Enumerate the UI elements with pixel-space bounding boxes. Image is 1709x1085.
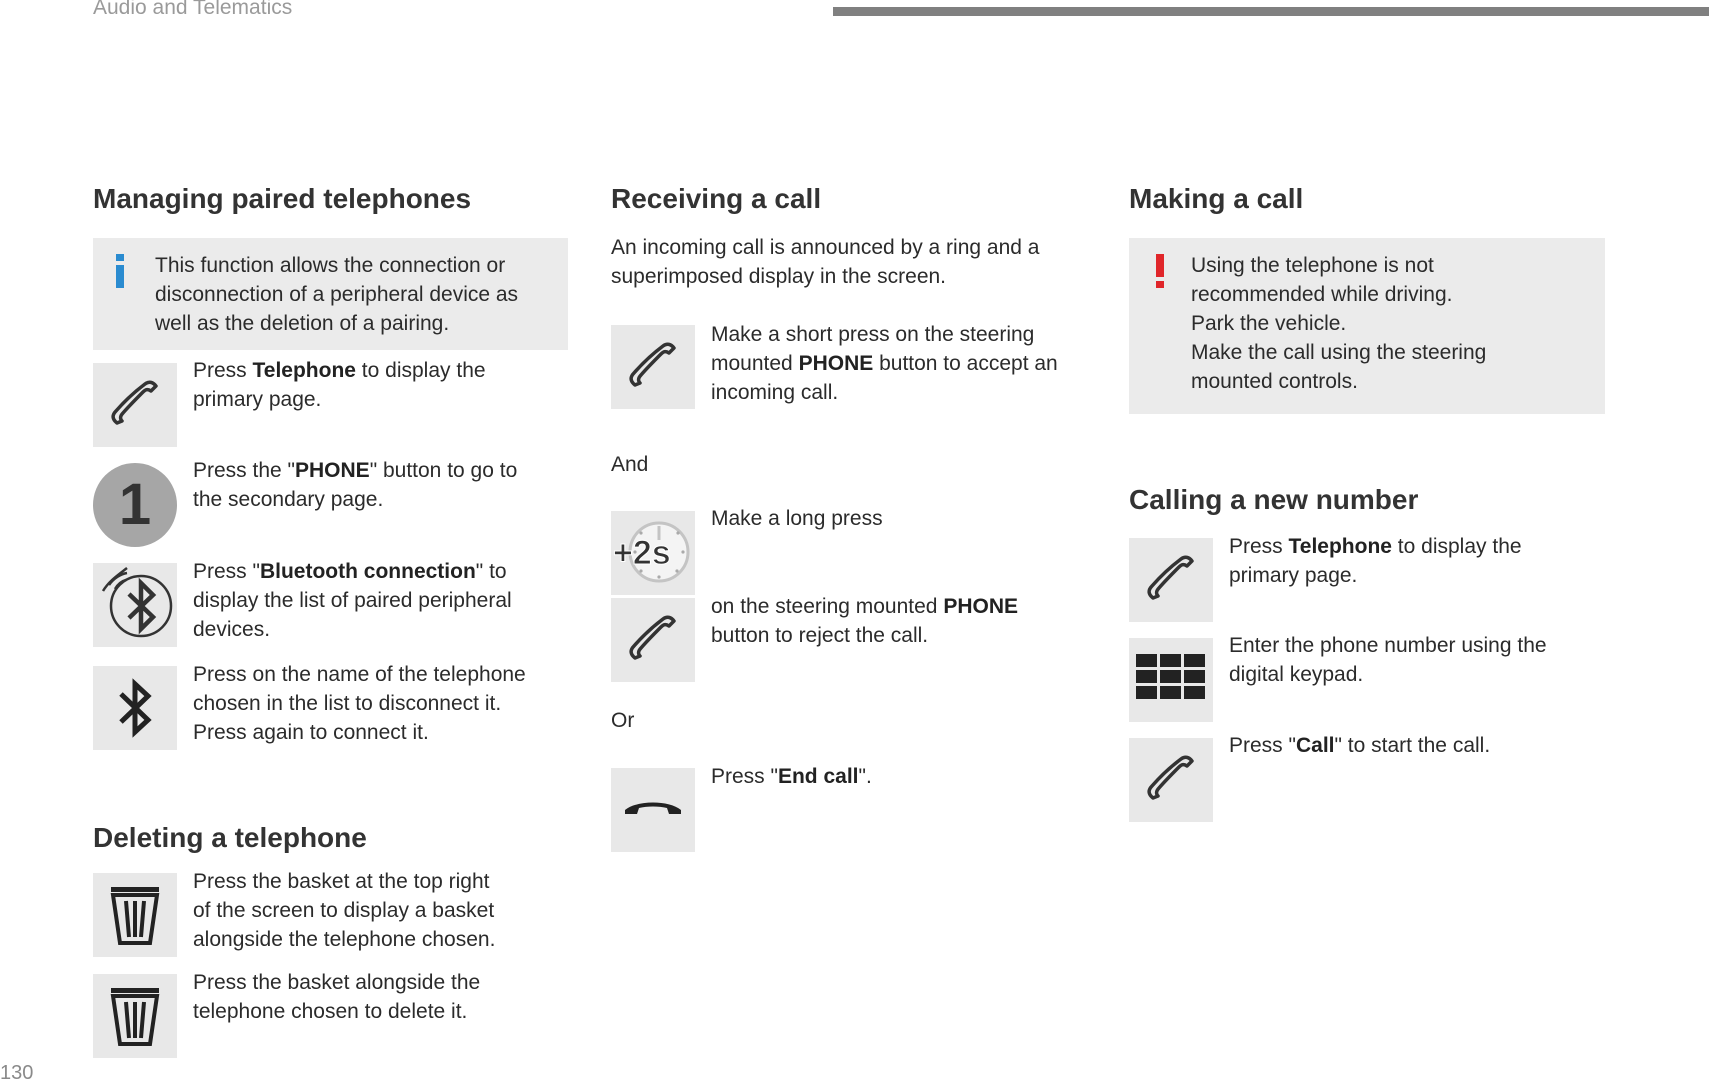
warning-note	[1129, 238, 1605, 414]
managing-step-phone: Press the "PHONE" button to go to the secondary page.	[193, 459, 518, 511]
managing-step-telephone: Press Telephone to display the primary page.	[193, 359, 486, 411]
telephone-handset-icon	[1129, 538, 1213, 622]
calling-step-call: Press "Call" to start the call.	[1229, 734, 1491, 757]
phone-button-icon	[611, 598, 695, 682]
telephone-handset-icon	[93, 363, 177, 447]
receiving-title: Receiving a call	[611, 183, 822, 214]
warning-icon	[1153, 252, 1167, 298]
long-press-2s-icon	[611, 511, 695, 595]
phone-button-icon	[611, 325, 695, 409]
or-label: Or	[611, 709, 635, 732]
telephone-button-icon	[1129, 538, 1213, 622]
bluetooth-connection-icon	[93, 563, 177, 647]
end-call-button-icon	[611, 768, 695, 852]
receiving-intro: An incoming call is announced by a ring and a superimposed display in the screen.	[611, 236, 1040, 288]
info-note-text: This function allows the connection or disconnection of a peripheral device as well as the deletion of a pairing.	[155, 254, 519, 335]
section-title: Audio and Telematics	[93, 0, 293, 19]
and-label: And	[611, 453, 649, 476]
call-button-icon	[1129, 738, 1213, 822]
telephone-handset-icon	[611, 598, 695, 682]
receiving-step-long-press: Make a long press	[711, 507, 883, 530]
trash-button-icon	[93, 873, 177, 957]
bluetooth-connection-button-icon	[93, 563, 177, 647]
info-icon	[113, 252, 127, 298]
long-press-button-icon	[611, 511, 695, 595]
telephone-handset-icon	[1129, 738, 1213, 822]
bluetooth-icon	[93, 666, 177, 750]
managing-title: Managing paired telephones	[93, 183, 472, 214]
trash-basket-icon	[93, 974, 177, 1058]
receiving-step-accept: Make a short press on the steering mounted PHONE button to accept an incoming call.	[711, 323, 1058, 404]
managing-step-bluetooth-connection: Press "Bluetooth connection" to display the list of paired peripheral devices.	[193, 560, 512, 641]
keypad-button-icon	[1129, 638, 1213, 722]
calling-step-keypad: Enter the phone number using the digital keypad.	[1229, 634, 1547, 686]
bluetooth-button-icon	[93, 666, 177, 750]
trash-basket-icon	[93, 873, 177, 957]
trash-button-icon	[93, 974, 177, 1058]
warning-note-text: Using the telephone is not recommended while driving. Park the vehicle. Make the call using the steering mounted controls.	[1191, 254, 1487, 393]
deleting-title: Deleting a telephone	[93, 822, 367, 853]
info-note	[93, 238, 568, 350]
calling-step-telephone: Press Telephone to display the primary page.	[1229, 535, 1522, 587]
keypad-icon	[1129, 638, 1213, 722]
receiving-step-reject: on the steering mounted PHONE button to reject the call.	[711, 595, 1019, 647]
end-call-icon	[611, 768, 695, 852]
step-number-badge: 1	[93, 463, 177, 547]
receiving-step-end-call: Press "End call".	[711, 765, 872, 788]
managing-step-disconnect: Press on the name of the telephone chosen in the list to disconnect it. Press again to connect it.	[193, 663, 526, 744]
making-title: Making a call	[1129, 183, 1304, 214]
telephone-handset-icon	[611, 325, 695, 409]
svg-text:+2s: +2s	[613, 534, 671, 572]
calling-title: Calling a new number	[1129, 484, 1419, 515]
deleting-step-delete: Press the basket alongside the telephone chosen to delete it.	[193, 971, 481, 1023]
telephone-button-icon	[93, 363, 177, 447]
deleting-step-basket: Press the basket at the top right of the screen to display a basket alongside the telephone chosen.	[193, 870, 496, 951]
header-bar	[833, 7, 1709, 16]
page-number: 130	[0, 1062, 34, 1084]
